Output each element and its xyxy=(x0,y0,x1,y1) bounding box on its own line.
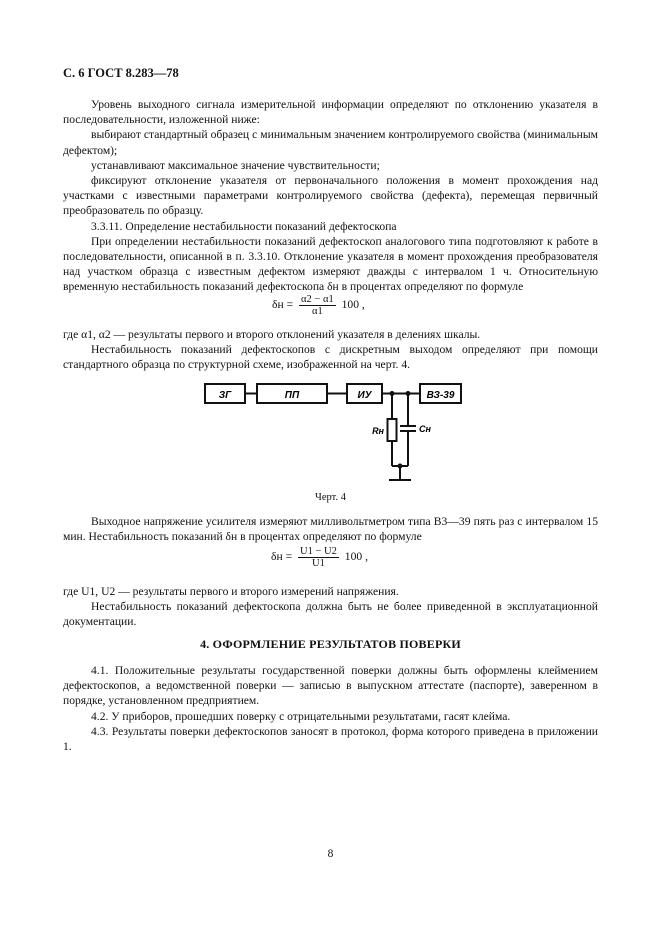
section-title: 4. ОФОРМЛЕНИЕ РЕЗУЛЬТАТОВ ПОВЕРКИ xyxy=(200,637,461,651)
figure-caption: Черт. 4 xyxy=(315,492,346,503)
paragraph: где U1, U2 — результаты первого и второго измерений напряжения. xyxy=(63,585,399,598)
paragraph: Нестабильность показаний дефектоскопов с дискретным выходом определяют при помощи стандартного образца по структурной схеме, изображенной на черт. 4. xyxy=(63,343,598,372)
formula-lhs: δн xyxy=(272,298,284,312)
block-pp-label: ПП xyxy=(284,390,300,401)
formula-tail: 100 , xyxy=(341,298,365,312)
block-v339-label: ВЗ-39 xyxy=(426,390,455,401)
paragraph: устанавливают максимальное значение чувствительности; xyxy=(91,158,380,172)
formula-numerator: U1 − U2 xyxy=(300,546,337,557)
block-diagram xyxy=(195,378,475,488)
paragraph: выбирают стандартный образец с минимальным значением контролируемого свойства (минимальным дефектом); xyxy=(63,128,598,157)
block-zg-label: ЗГ xyxy=(218,390,232,401)
paragraph: 4.3. Результаты поверки дефектоскопов заносят в протокол, форма которого приведена в приложении 1. xyxy=(63,724,598,754)
page-header: С. 6 ГОСТ 8.283—78 xyxy=(63,66,179,80)
formula-2: δн = $\frac{U1 - U2}{U1}$ 100 , xyxy=(271,546,368,569)
paragraph: 4.1. Положительные результаты государственной поверки должны быть оформлены клеймением дефектоскопов, а ведомственной поверки — записью в выпускном аттестате (паспорте), заверенном в порядке, установленном предприятием. xyxy=(63,664,598,708)
formula-1: δн = $\frac{\alpha 2 - \alpha 1}{\alpha 1}$ 100 , xyxy=(272,294,365,317)
paragraph: Уровень выходного сигнала измерительной информации определяют по отклонению указателя в последовательности, изложенной ниже: xyxy=(63,98,598,127)
paragraph: Нестабильность показаний дефектоскопа должна быть не более приведенной в эксплуатационной документации. xyxy=(63,600,598,629)
formula-numerator: α2 − α1 xyxy=(301,294,334,305)
block-iu-label: ИУ xyxy=(357,390,372,401)
page-number: 8 xyxy=(327,848,334,860)
paragraph: При определении нестабильности показаний дефектоскоп аналогового типа подготовляют к работе в последовательности, описанной в п. 3.3.10. Отклонение указателя в момент прохождения преобразователя над участком образца с известным дефектом измеряют дважды с интервалом 1 ч. Относительную временную нестабильность показаний дефектоскопа δн в процентах определяют по формуле xyxy=(63,234,598,294)
text-block-2 xyxy=(63,327,598,373)
paragraph: Выходное напряжение усилителя измеряют милливольтметром типа В3—39 пять раз с интервалом 15 мин. Нестабильность показаний δн в процентах определяют по формуле xyxy=(63,515,598,544)
text-block-1 xyxy=(63,97,598,295)
text-block-5 xyxy=(63,663,598,754)
paragraph: где α1, α2 — результаты первого и второго отклонений указателя в делениях шкалы. xyxy=(63,328,481,341)
formula-fraction xyxy=(298,546,339,569)
formula-denominator: U1 xyxy=(312,558,325,569)
resistor-label: Rн xyxy=(372,426,384,436)
text-block-3 xyxy=(63,514,598,544)
paragraph: 4.2. У приборов, прошедших поверку с отрицательными результатами, гасят клейма. xyxy=(91,709,511,723)
paragraph: фиксируют отклонение указателя от первоначального положения в момент прохождения над участками с известными параметрами контролируемого свойства (дефекта), перемещая первичный преобразователь по образцу. xyxy=(63,174,598,218)
formula-tail: 100 , xyxy=(344,550,368,564)
text-block-4 xyxy=(63,584,598,630)
formula-fraction xyxy=(299,294,336,317)
capacitor-label: Cн xyxy=(419,424,431,434)
formula-lhs: δн xyxy=(271,550,283,564)
formula-denominator: α1 xyxy=(311,306,323,317)
paragraph: 3.3.11. Определение нестабильности показаний дефектоскопа xyxy=(91,219,397,233)
